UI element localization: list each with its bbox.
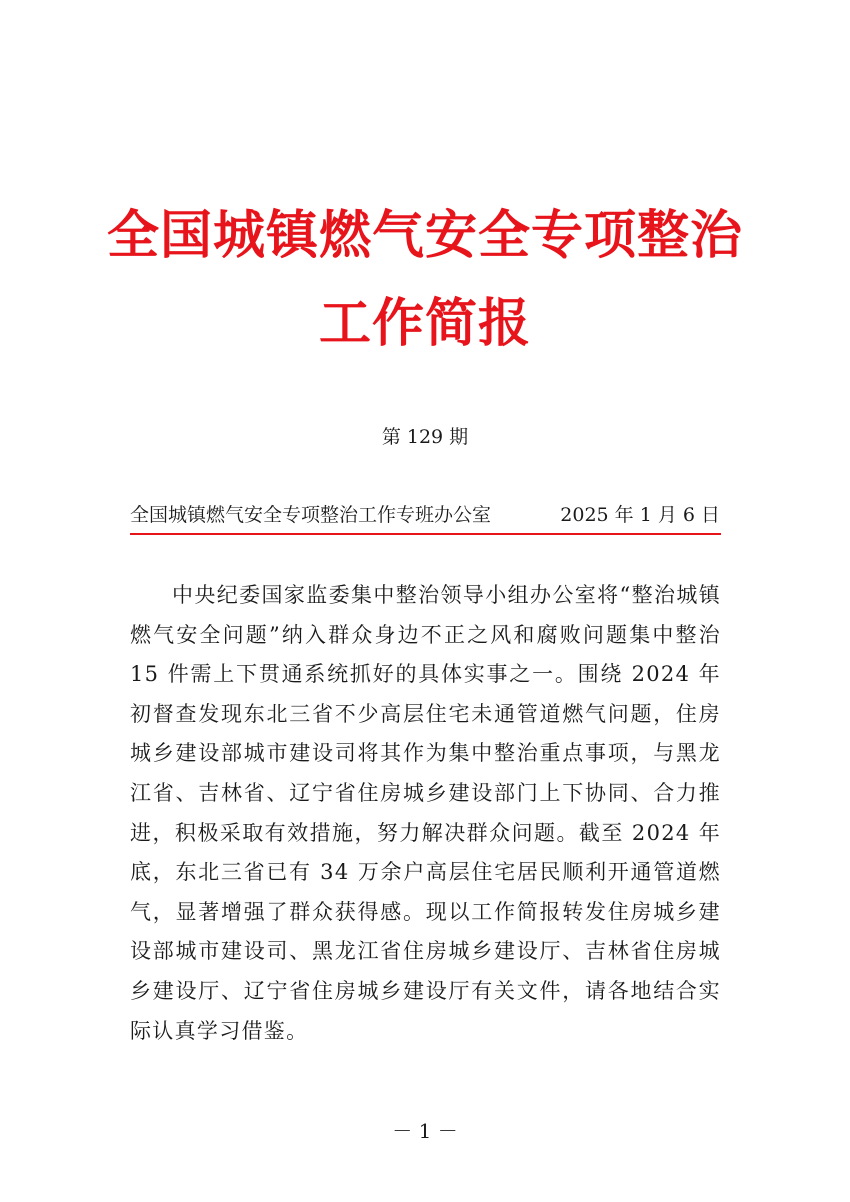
body-paragraph: 中央纪委国家监委集中整治领导小组办公室将“整治城镇燃气安全问题”纳入群众身边不正之风和腐败问题集中整治 15 件需上下贯通系统抓好的具体实事之一。围绕 2024 年初督查发现东北三省不少高层住宅未通管道燃气问题，住房城乡建设部城市建设司将其作为集中整治重点事项，与黑龙江省、吉林省、辽宁省住房城乡建设部门上下协同、合力推进，积极采取有效措施，努力解决群众问题。截至 2024 年底，东北三省已有 34 万余户高层住宅居民顺利开通管道燃气，显著增强了群众获得感。现以工作简报转发住房城乡建设部城市建设司、黑龙江省住房城乡建设厅、吉林省住房城乡建设厅、辽宁省住房城乡建设厅有关文件，请各地结合实际认真学习借鉴。 bbox=[130, 583, 721, 1043]
issuer-row bbox=[130, 500, 720, 530]
issuing-office: 全国城镇燃气安全专项整治工作专班办公室 bbox=[130, 504, 492, 526]
page-number: － 1 － bbox=[392, 1119, 458, 1143]
issue-number: 第 129 期 bbox=[381, 426, 469, 448]
document-title-line-2: 工作简报 bbox=[318, 293, 531, 354]
issue-date: 2025 年 1 月 6 日 bbox=[560, 504, 720, 526]
document-title-line-1: 全国城镇燃气安全专项整治 bbox=[106, 205, 743, 266]
red-divider-line bbox=[130, 533, 721, 535]
